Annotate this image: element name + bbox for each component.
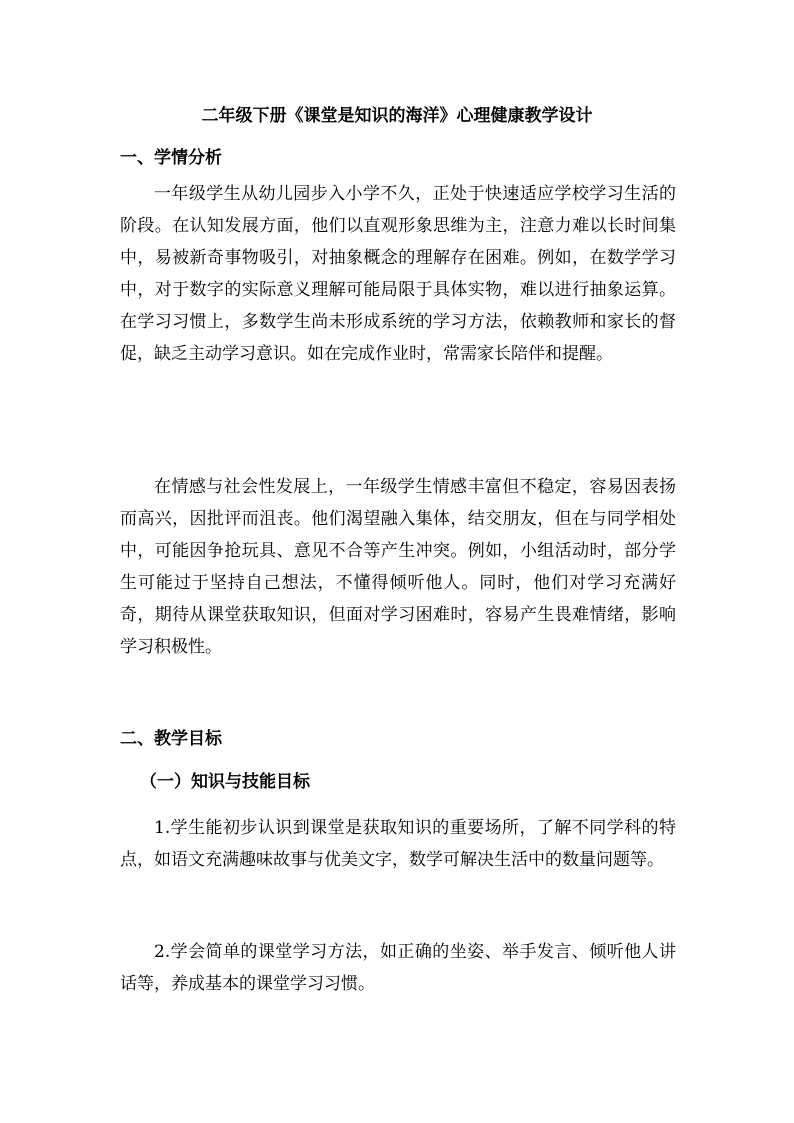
subheading-knowledge-skill-goals: （一）知识与技能目标 xyxy=(140,772,310,792)
section-heading-situation-analysis: 一、学情分析 xyxy=(120,148,222,168)
paragraph-cognitive-development: 一年级学生从幼儿园步入小学不久，正处于快速适应学校学习生活的阶段。在认知发展方面，他们以直观形象思维为主，注意力难以长时间集中，易被新奇事物吸引，对抽象概念的理解存在困难。例如，在数学学习中，对于数字的实际意义理解可能局限于具体实物，难以进行抽象运算。在学习习惯上，多数学生尚未形成系统的学习方法，依赖教师和家长的督促，缺乏主动学习意识。如在完成作业时，常需家长陪伴和提醒。 xyxy=(120,184,676,364)
document-title: 二年级下册《课堂是知识的海洋》心理健康教学设计 xyxy=(201,106,593,126)
paragraph-emotional-development: 在情感与社会性发展上，一年级学生情感丰富但不稳定，容易因表扬而高兴，因批评而沮丧。他们渴望融入集体，结交朋友，但在与同学相处中，可能因争抢玩具、意见不合等产生冲突。例如，小组活动时，部分学生可能过于坚持自己想法，不懂得倾听他人。同时，他们对学习充满好奇，期待从课堂获取知识，但面对学习困难时，容易产生畏难情绪，影响学习积极性。 xyxy=(120,477,676,657)
goal-item-1: 1.学生能初步认识到课堂是获取知识的重要场所，了解不同学科的特点，如语文充满趣味故事与优美文字，数学可解决生活中的数量问题等。 xyxy=(120,818,676,870)
section-heading-teaching-goals: 二、教学目标 xyxy=(120,729,222,749)
goal-item-2: 2.学会简单的课堂学习方法，如正确的坐姿、举手发言、倾听他人讲话等，养成基本的课堂学习习惯。 xyxy=(120,942,676,994)
